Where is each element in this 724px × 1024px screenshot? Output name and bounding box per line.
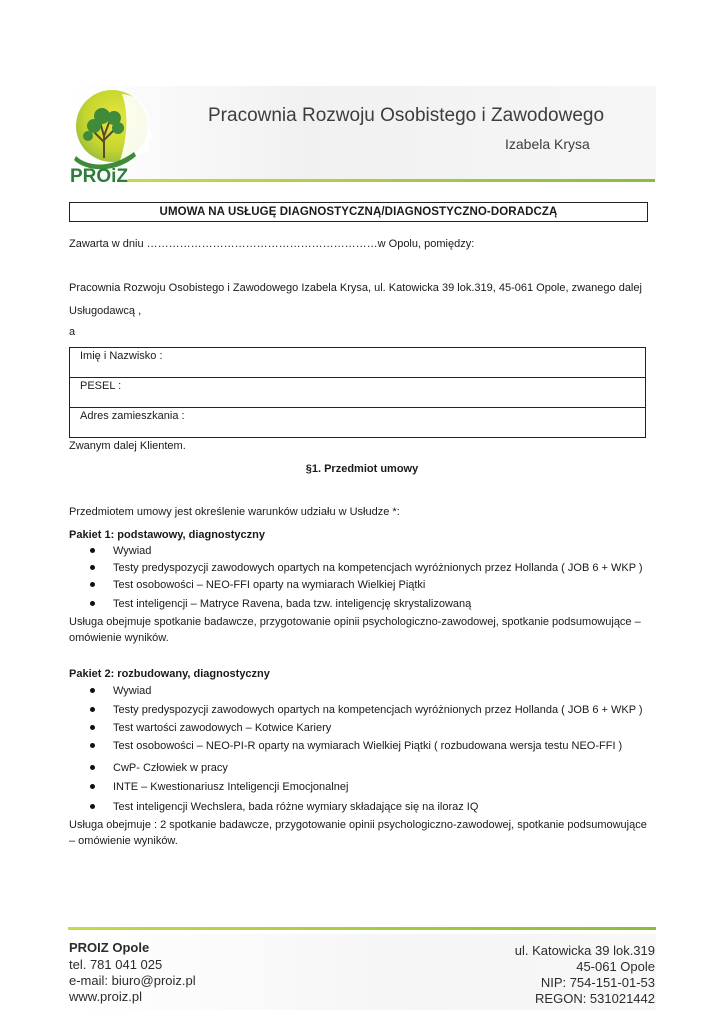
list-item: Test wartości zawodowych – Kotwice Kariery <box>90 722 108 734</box>
list-item: Testy predyspozycji zawodowych opartych na kompetencjach wyróżnionych przez Hollanda ( JOB 6 + WKP ) <box>90 562 108 574</box>
list-item: CwP- Człowiek w pracy <box>90 762 108 774</box>
client-name-field[interactable] <box>70 348 645 378</box>
package1-note <box>69 614 659 646</box>
bullet-icon <box>90 743 95 748</box>
list-item: Wywiad <box>90 685 108 697</box>
client-pesel-field[interactable] <box>70 378 645 408</box>
document-title: UMOWA NA USŁUGĘ DIAGNOSTYCZNĄ/DIAGNOSTYCZNO-DORADCZĄ <box>69 202 648 222</box>
footer-website[interactable]: www.proiz.pl <box>69 989 142 1004</box>
bullet-icon <box>90 804 95 809</box>
bullet-icon <box>90 565 95 570</box>
client-pesel-label: PESEL : <box>80 380 122 392</box>
proiz-logo <box>64 86 164 184</box>
package1-note-line2: omówienie wyników. <box>69 632 169 644</box>
footer-nip: NIP: 754-151-01-53 <box>540 975 655 990</box>
footer-address2: 45-061 Opole <box>576 959 655 974</box>
list-item: Test osobowości – NEO-PI-R oparty na wymiarach Wielkiej Piątki ( rozbudowana wersja testu NEO-FFI ) <box>90 740 108 752</box>
list-item: Wywiad <box>90 545 108 557</box>
logo-text: PROiZ <box>70 166 129 184</box>
list-item: Test inteligencji Wechslera, bada różne wymiary składające się na iloraz IQ <box>90 801 108 813</box>
package1-title: Pakiet 1: podstawowy, diagnostyczny <box>69 529 266 541</box>
section-1-title: §1. Przedmiot umowy <box>305 463 419 475</box>
client-address-field[interactable] <box>70 408 645 438</box>
footer-company: PROIZ Opole <box>69 940 150 955</box>
bullet-icon <box>90 688 95 693</box>
package1-note-line1: Usługa obejmuje spotkanie badawcze, przygotowanie opinii psychologiczno-zawodowej, spotkanie podsumowujące – <box>69 616 641 628</box>
footer-regon: REGON: 531021442 <box>535 991 655 1006</box>
package2-note-line2: – omówienie wyników. <box>69 835 178 847</box>
list-item: Test inteligencji – Matryce Ravena, bada tzw. inteligencję skrystalizowaną <box>90 598 108 610</box>
and-text: a <box>69 326 76 338</box>
package2-note <box>69 817 659 849</box>
party1-line2: Usługodawcą , <box>69 305 142 317</box>
bullet-icon <box>90 601 95 606</box>
bullet-icon <box>90 582 95 587</box>
footer-email[interactable]: e-mail: biuro@proiz.pl <box>69 973 196 988</box>
footer-address1: ul. Katowicka 39 lok.319 <box>514 943 655 958</box>
bullet-icon <box>90 725 95 730</box>
client-table <box>69 347 646 438</box>
party1-line1: Pracownia Rozwoju Osobistego i Zawodowego Izabela Krysa, ul. Katowicka 39 lok.319, 45-061 Opole, zwanego dalej <box>69 282 642 294</box>
package2-title: Pakiet 2: rozbudowany, diagnostyczny <box>69 668 270 680</box>
package2-note-line1: Usługa obejmuje : 2 spotkanie badawcze, przygotowanie opinii psychologiczno-zawodowej, spotkanie podsumowujące <box>69 819 647 831</box>
organization-name: Pracownia Rozwoju Osobistego i Zawodowego <box>208 105 605 126</box>
list-item: INTE – Kwestionariusz Inteligencji Emocjonalnej <box>90 781 108 793</box>
subject-text: Przedmiotem umowy jest określenie warunków udziału w Usłudze *: <box>69 506 400 518</box>
list-item: Test osobowości – NEO-FFI oparty na wymiarach Wielkiej Piątki <box>90 579 108 591</box>
concluded-line: Zawarta w dniu ………………………………………………………w Opolu, pomiędzy: <box>69 238 475 250</box>
list-item: Testy predyspozycji zawodowych opartych na kompetencjach wyróżnionych przez Hollanda ( JOB 6 + WKP ) <box>90 704 108 716</box>
organization-person: Izabela Krysa <box>505 136 590 152</box>
footer-divider <box>68 927 656 930</box>
client-name-label: Imię i Nazwisko : <box>80 350 163 362</box>
bullet-icon <box>90 784 95 789</box>
bullet-icon <box>90 707 95 712</box>
footer-phone: tel. 781 041 025 <box>69 957 163 972</box>
bullet-icon <box>90 765 95 770</box>
client-address-label: Adres zamieszkania : <box>80 410 185 422</box>
client-called: Zwanym dalej Klientem. <box>69 440 186 452</box>
header-divider <box>128 179 655 182</box>
bullet-icon <box>90 548 95 553</box>
